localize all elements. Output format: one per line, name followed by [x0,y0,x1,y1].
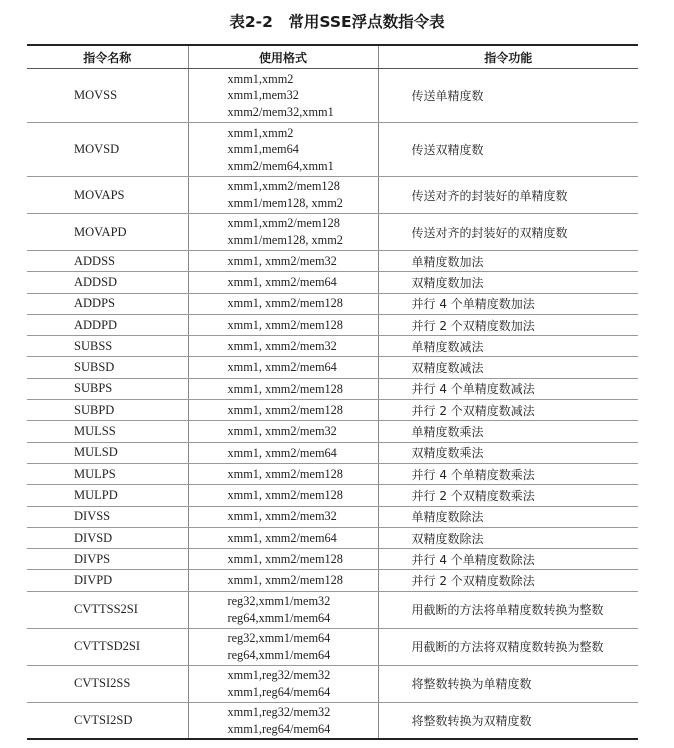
usage-format-cell [188,549,378,570]
usage-format-line: xmm1/mem128, xmm2 [227,196,343,210]
table-row [27,527,638,548]
instruction-name-cell: ADDPS [27,293,188,314]
usage-format-line: xmm1,reg32/mem32 [227,668,331,683]
usage-format-line: xmm1,mem32 [227,88,299,103]
table-row [27,378,638,399]
usage-format-line: xmm1,xmm2/mem128 [227,179,340,194]
instruction-function-cell: 双精度数减法 [378,357,638,378]
usage-format-cell [188,69,378,123]
instruction-name-cell: MULPS [27,463,188,484]
usage-format-line: xmm1,mem64 [227,142,299,157]
usage-format-cell [188,214,378,251]
instruction-function-cell: 并行 4 个单精度数减法 [378,378,638,399]
instruction-function-cell: 双精度数乘法 [378,442,638,463]
usage-format-cell [188,591,378,628]
header-usage-format: 使用格式 [188,45,378,69]
instruction-name-cell: MOVSD [27,123,188,177]
instruction-name-cell: ADDSS [27,251,188,272]
usage-format-line: xmm1, xmm2/mem32 [227,253,337,268]
usage-format-cell [188,400,378,421]
usage-format-cell [188,421,378,442]
instruction-function-cell: 双精度数除法 [378,527,638,548]
instruction-name-cell: CVTSI2SD [27,702,188,739]
table-row [27,570,638,591]
header-instruction-function: 指令功能 [378,45,638,69]
usage-format-line: xmm1, xmm2/mem64 [227,445,337,460]
usage-format-line: xmm1,xmm2/mem128 [227,216,340,231]
instruction-name-cell: CVTTSS2SI [27,591,188,628]
instruction-name-cell: MOVSS [27,69,188,123]
usage-format-cell [188,378,378,399]
instruction-function-cell: 双精度数加法 [378,272,638,293]
instruction-function-cell: 用截断的方法将双精度数转换为整数 [378,628,638,665]
usage-format-cell [188,123,378,177]
instruction-function-cell: 单精度数乘法 [378,421,638,442]
instruction-function-cell: 并行 2 个双精度数加法 [378,314,638,335]
instruction-name-cell: MOVAPS [27,177,188,214]
instruction-name-cell: MOVAPD [27,214,188,251]
instruction-function-cell: 并行 2 个双精度数除法 [378,570,638,591]
table-header [27,45,638,69]
table-row [27,357,638,378]
usage-format-line: xmm1, xmm2/mem128 [227,573,343,588]
header-row [27,45,638,69]
table-title: 表2-2 常用SSE浮点数指令表 [229,13,445,31]
instruction-function-cell: 传送对齐的封装好的单精度数 [378,177,638,214]
header-instruction-name: 指令名称 [27,45,188,69]
table-row [27,506,638,527]
table-row [27,463,638,484]
instruction-function-cell: 将整数转换为双精度数 [378,702,638,739]
usage-format-line: xmm1, xmm2/mem64 [227,360,337,375]
table-row [27,400,638,421]
table-row [27,69,638,123]
instruction-name-cell: MULSD [27,442,188,463]
instruction-function-cell: 并行 4 个单精度数加法 [378,293,638,314]
usage-format-line: xmm1,reg64/mem64 [227,684,331,699]
table-row [27,272,638,293]
usage-format-line: xmm1,xmm2 [227,71,294,86]
usage-format-line: xmm1,reg32/mem32 [227,704,331,719]
instruction-name-cell: SUBPD [27,400,188,421]
table-row [27,123,638,177]
table-row [27,177,638,214]
usage-format-line: xmm1, xmm2/mem128 [227,381,343,396]
usage-format-cell [188,293,378,314]
usage-format-line: xmm1,reg64/mem64 [227,721,331,736]
usage-format-line: xmm1/mem128, xmm2 [227,233,343,247]
usage-format-line: xmm1, xmm2/mem128 [227,552,343,566]
usage-format-line: xmm2/mem32,xmm1 [227,104,334,119]
instruction-name-cell: DIVPD [27,570,188,591]
instruction-function-cell: 传送对齐的封装好的双精度数 [378,214,638,251]
instruction-function-cell: 并行 4 个单精度数除法 [378,549,638,570]
instruction-name-cell: SUBSS [27,336,188,357]
usage-format-cell [188,177,378,214]
usage-format-cell [188,251,378,272]
usage-format-line: xmm1, xmm2/mem64 [227,530,337,545]
instruction-name-cell: SUBSD [27,357,188,378]
instruction-function-cell: 单精度数加法 [378,251,638,272]
usage-format-cell [188,485,378,506]
instruction-function-cell: 传送双精度数 [378,123,638,177]
instruction-name-cell: DIVSD [27,527,188,548]
usage-format-cell [188,314,378,335]
table-row [27,214,638,251]
usage-format-cell [188,702,378,739]
usage-format-line: reg64,xmm1/mem64 [227,610,331,625]
usage-format-cell [188,357,378,378]
table-row [27,591,638,628]
table-row [27,628,638,665]
usage-format-cell [188,665,378,702]
usage-format-cell [188,570,378,591]
usage-format-cell [188,463,378,484]
usage-format-line: xmm1, xmm2/mem128 [227,466,343,481]
instruction-function-cell: 传送单精度数 [378,69,638,123]
sse-instruction-table [27,44,638,740]
usage-format-cell [188,442,378,463]
table-row [27,485,638,506]
usage-format-line: xmm1, xmm2/mem32 [227,424,337,439]
instruction-name-cell: SUBPS [27,378,188,399]
table [27,44,638,740]
instruction-name-cell: CVTSI2SS [27,665,188,702]
table-body [27,69,638,740]
usage-format-line: xmm1, xmm2/mem128 [227,296,343,311]
usage-format-line: xmm1, xmm2/mem128 [227,402,343,417]
usage-format-cell [188,527,378,548]
instruction-function-cell: 并行 2 个双精度数乘法 [378,485,638,506]
instruction-name-cell: CVTTSD2SI [27,628,188,665]
table-row [27,549,638,570]
instruction-function-cell: 并行 4 个单精度数乘法 [378,463,638,484]
usage-format-line: xmm2/mem64,xmm1 [227,158,334,173]
instruction-function-cell: 单精度数减法 [378,336,638,357]
instruction-function-cell: 用截断的方法将单精度数转换为整数 [378,591,638,628]
instruction-function-cell: 并行 2 个双精度数减法 [378,400,638,421]
table-row [27,293,638,314]
usage-format-cell [188,272,378,293]
table-row [27,421,638,442]
table-row [27,442,638,463]
usage-format-line: xmm1, xmm2/mem128 [227,317,343,332]
instruction-function-cell: 单精度数除法 [378,506,638,527]
table-row [27,702,638,739]
usage-format-line: reg64,xmm1/mem64 [227,647,331,662]
usage-format-line: xmm1, xmm2/mem64 [227,275,337,290]
usage-format-line: reg32,xmm1/mem64 [227,631,331,646]
usage-format-cell [188,628,378,665]
instruction-name-cell: DIVPS [27,549,188,570]
table-row [27,314,638,335]
usage-format-line: reg32,xmm1/mem32 [227,594,331,609]
instruction-name-cell: MULPD [27,485,188,506]
instruction-name-cell: ADDPD [27,314,188,335]
usage-format-line: xmm1, xmm2/mem32 [227,509,337,524]
usage-format-line: xmm1, xmm2/mem32 [227,339,337,354]
instruction-name-cell: DIVSS [27,506,188,527]
instruction-name-cell: ADDSD [27,272,188,293]
usage-format-cell [188,336,378,357]
usage-format-line: xmm1,xmm2 [227,125,294,140]
table-row [27,665,638,702]
instruction-function-cell: 将整数转换为单精度数 [378,665,638,702]
usage-format-line: xmm1, xmm2/mem128 [227,488,343,503]
table-row [27,251,638,272]
table-row [27,336,638,357]
instruction-name-cell: MULSS [27,421,188,442]
usage-format-cell [188,506,378,527]
